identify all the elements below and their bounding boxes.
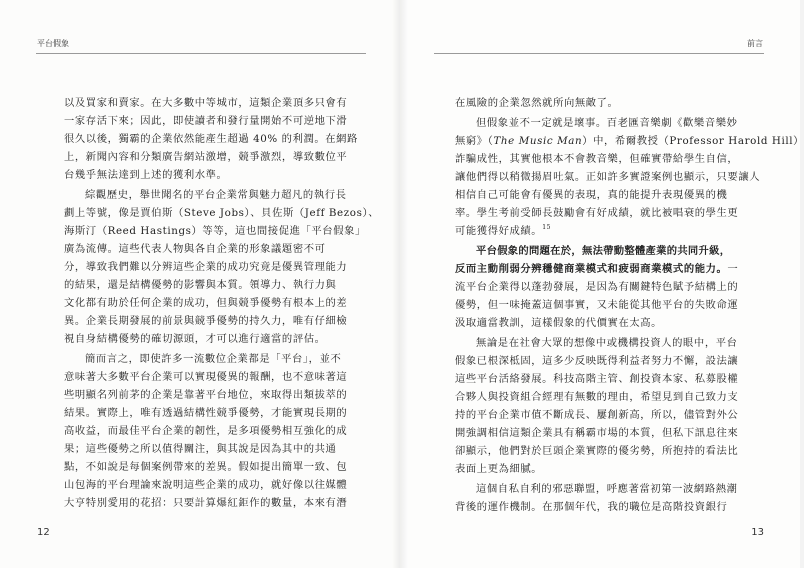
text-line: 山包海的平台理論來說明這些企業的成功，就好像以往媒體	[64, 479, 348, 491]
text-line: 率。學生考前受師長鼓勵會有好成績，就比被唱衰的學生更	[455, 207, 739, 219]
text-line: 但假象並不一定就是壞事。百老匯音樂劇《歡樂音樂妙	[476, 117, 738, 129]
page-number-left: 12	[37, 527, 50, 538]
text-line: 結果。實際上，唯有透過結構性競爭優勢，才能實現長期的	[64, 407, 348, 419]
text-line: 卻顯示，他們對於巨頭企業實際的優劣勢，所抱持的看法比	[455, 445, 739, 457]
bold-text-line: 平台假象的問題在於，無法帶動整體產業的共同升級，	[476, 245, 731, 257]
text-fragment: 一	[727, 263, 739, 275]
text-fragment: 無窮》（	[455, 135, 494, 147]
text-fragment: ）中，希爾教授（Professor Harold Hill）	[582, 135, 804, 147]
text-line: 分，導致我們難以分辨這些企業的成功究竟是優異管理能力	[64, 261, 348, 273]
text-line: 些明顯名列前茅的企業是靠著平台地位，來取得出類拔萃的	[64, 389, 348, 401]
text-line: 這個自私自利的邪惡聯盟，呼應著當初第一波網路熱潮	[476, 483, 738, 495]
text-line: 一家存活下來；因此，即使讀者和發行量開始不可逆地下滑	[64, 115, 348, 127]
text-line: 很久以後，獨霸的企業依然能產生超過 40% 的利潤。在網路	[64, 133, 358, 145]
text-line: 的結果，還是結構優勢的影響與本質。領導力、執行力與	[64, 279, 337, 291]
text-line: 台幾乎無法達到上述的獲利水準。	[64, 169, 228, 181]
text-line: 持的平台企業市值不斷成長、屢創新高，所以，儘管對外公	[455, 409, 739, 421]
text-fragment: 可能獲得好成績。	[455, 225, 543, 237]
text-line: 開強調相信這類企業具有稱霸市場的本質，但私下訊息往來	[455, 427, 739, 439]
text-line: 劃上等號，像是賈伯斯（Steve Jobs）、貝佐斯（Jeff Bezos）、	[64, 207, 380, 219]
text-line: 以及買家和賣家。在大多數中等城市，這類企業頂多只會有	[64, 97, 348, 109]
text-line: 在風險的企業忽然就所向無敵了。	[455, 97, 619, 109]
left-page	[0, 0, 400, 568]
body-text-right	[455, 94, 804, 516]
text-line: 這些平台活絡發展。科技高階主管、創投資本家、私募股權	[455, 373, 739, 385]
text-line: 優勢，但一味掩蓋這個事實，又未能從其他平台的失敗命運	[455, 299, 739, 311]
text-line: 合夥人與投資組合經理有無數的理由，希望見到自己致力支	[455, 391, 739, 403]
text-line: 意味著大多數平台企業可以實現優異的報酬，也不意味著這	[64, 371, 348, 383]
body-text-left	[64, 94, 380, 512]
page-number-right: 13	[751, 527, 764, 538]
text-line: 綜觀歷史，舉世聞名的平台企業常與魅力超凡的執行長	[85, 189, 347, 201]
running-head-left: 平台假象	[37, 39, 69, 48]
text-line: 假象已根深柢固，這多少反映既得利益者努力不懈，設法讓	[455, 355, 739, 367]
text-line: 簡而言之，即使許多一流數位企業都是「平台」，並不	[85, 353, 342, 365]
text-line: 文化都有助於任何企業的成功，但與競爭優勢有根本上的差	[64, 297, 348, 309]
text-line: 海斯汀（Reed Hastings）等等，這也間接促進「平台假象」	[64, 225, 366, 237]
text-line	[455, 132, 804, 150]
right-page	[400, 0, 804, 568]
text-line: 流平台企業得以蓬勃發展，是因為有關鍵特色賦予結構上的	[455, 281, 739, 293]
text-line	[455, 222, 745, 240]
text-line: 點，不如說是每個案例帶來的差異。假如提出簡單一致、包	[64, 461, 348, 473]
text-line: 表面上更為細膩。	[455, 463, 543, 475]
text-line: 無論是在社會大眾的想像中或機構投資人的眼中，平台	[476, 337, 738, 349]
text-line: 讓他們得以稍微揚眉吐氣。正如許多實證案例也顯示，只要讓人	[455, 171, 761, 183]
book-gutter	[392, 0, 408, 568]
text-line: 汲取適當教訓，這樣假象的代價實在太高。	[455, 317, 663, 329]
text-line: 大亨特別愛用的花招：只要計算爆紅鉅作的數量，本來有潛	[64, 497, 348, 509]
text-line	[455, 260, 745, 278]
text-line: 廣為流傳。這些代表人物與各自企業的形象議題密不可	[64, 243, 326, 255]
text-line: 上，新聞內容和分類廣告網站激增，競爭激烈，導致數位平	[64, 151, 348, 163]
header-rule-right	[434, 53, 764, 54]
musical-title: The Music Man	[493, 135, 583, 147]
header-rule-left	[36, 53, 366, 54]
text-line: 果；這些優勢之所以值得關注，與其說是因為其中的共通	[64, 443, 337, 455]
text-line: 視自身結構優勢的確切源頭，才可以進行適當的評估。	[64, 333, 326, 345]
text-line: 異。企業長期發展的前景與競爭優勢的持久力，唯有仔細檢	[64, 315, 348, 327]
text-line: 高收益，而最佳平台企業的韌性，是多項優勢相互強化的成	[64, 425, 348, 437]
bold-fragment: 反而主動削弱分辨穩健商業模式和疲弱商業模式的能力。	[455, 263, 728, 275]
running-head-right: 前言	[747, 39, 763, 48]
text-line: 相信自己可能會有優異的表現，真的能提升表現優異的機	[455, 189, 728, 201]
text-line: 背後的運作機制。在那個年代，我的職位是高階投資銀行	[455, 501, 728, 513]
footnote-marker: 15	[542, 224, 552, 231]
text-line: 詐騙成性，其實他根本不會教音樂，但確實帶給學生自信，	[455, 153, 739, 165]
